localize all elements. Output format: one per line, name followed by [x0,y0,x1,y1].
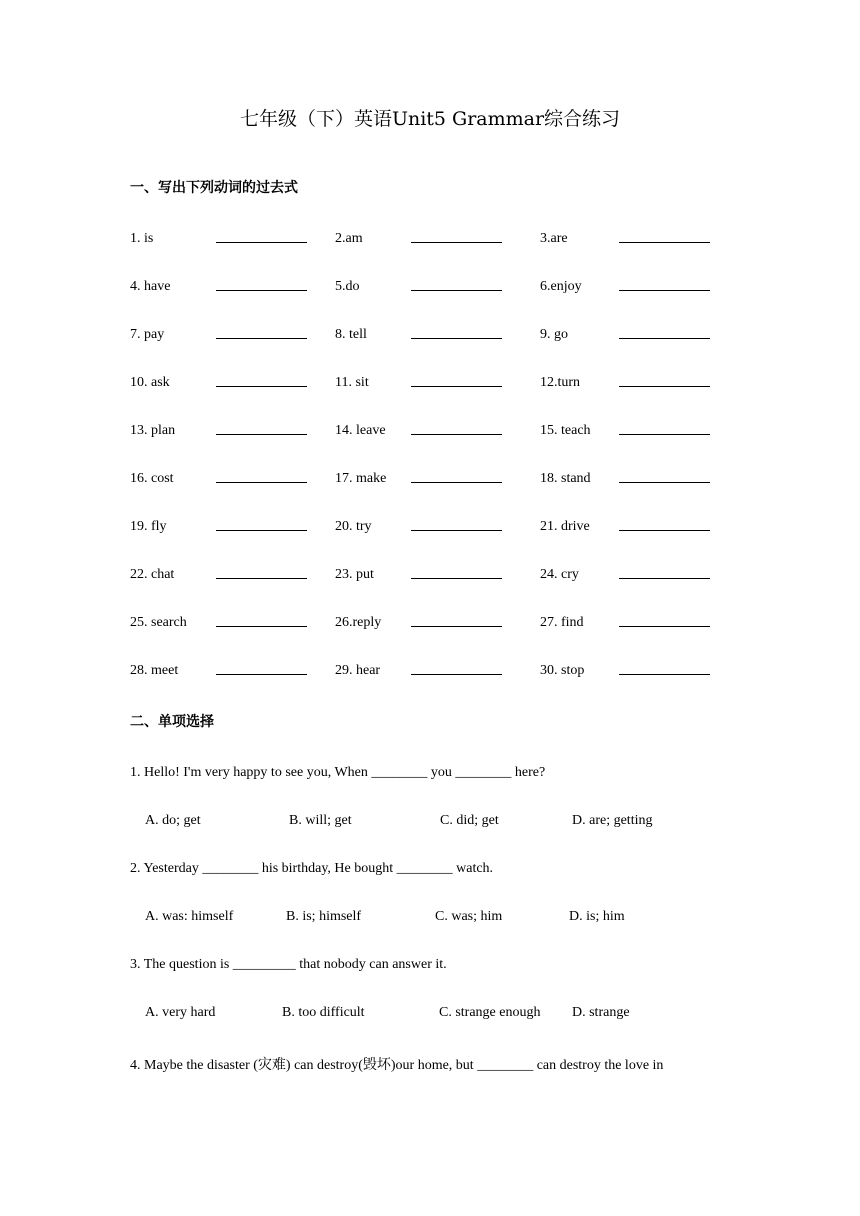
verb-label: 26.reply [335,615,382,630]
answer-blank[interactable] [216,530,307,531]
verb-label: 13. plan [130,423,176,438]
verb-label: 14. leave [335,423,386,438]
answer-option[interactable]: C. strange enough [439,1005,541,1020]
verb-label: 16. cost [130,471,174,486]
answer-blank[interactable] [216,434,307,435]
section-1-heading: 一、写出下列动词的过去式 [130,180,298,196]
verb-label: 23. put [335,567,374,582]
answer-blank[interactable] [619,290,710,291]
verb-label: 4. have [130,279,171,294]
answer-blank[interactable] [411,482,502,483]
answer-blank[interactable] [619,674,710,675]
verb-row [0,567,860,587]
verb-label: 18. stand [540,471,591,486]
answer-blank[interactable] [619,530,710,531]
answer-blank[interactable] [216,290,307,291]
verb-row [0,519,860,539]
answer-blank[interactable] [411,578,502,579]
verb-label: 11. sit [335,375,369,390]
verb-row [0,327,860,347]
verb-label: 9. go [540,327,568,342]
verb-label: 29. hear [335,663,381,678]
answer-blank[interactable] [411,626,502,627]
verb-label: 1. is [130,231,154,246]
verb-label: 27. find [540,615,584,630]
answer-blank[interactable] [619,386,710,387]
verb-label: 12.turn [540,375,581,390]
verb-row [0,471,860,491]
verb-label: 20. try [335,519,372,534]
answer-option[interactable]: B. will; get [289,813,352,828]
verb-row [0,615,860,635]
answer-option[interactable]: A. was: himself [145,909,234,924]
page-title: 七年级（下）英语Unit5 Grammar综合练习 [239,108,621,130]
question-text: 4. Maybe the disaster (灾难) can destroy(毁坏)our home, but ________ can destroy the love in [130,1058,664,1073]
verb-row [0,375,860,395]
answer-option[interactable]: B. too difficult [282,1005,365,1020]
answer-option[interactable]: D. are; getting [572,813,653,828]
verb-label: 21. drive [540,519,590,534]
answer-blank[interactable] [619,242,710,243]
answer-blank[interactable] [411,338,502,339]
answer-blank[interactable] [216,482,307,483]
answer-blank[interactable] [411,242,502,243]
answer-blank[interactable] [216,338,307,339]
question-text: 3. The question is _________ that nobody can answer it. [130,957,447,972]
verb-label: 5.do [335,279,360,294]
verb-label: 10. ask [130,375,170,390]
verb-row [0,663,860,683]
question-text: 1. Hello! I'm very happy to see you, When ________ you ________ here? [130,765,546,780]
answer-blank[interactable] [619,578,710,579]
answer-option[interactable]: D. strange [572,1005,630,1020]
answer-blank[interactable] [216,578,307,579]
verb-row [0,279,860,299]
section-2-heading: 二、单项选择 [130,714,214,730]
answer-option[interactable]: A. do; get [145,813,201,828]
verb-label: 3.are [540,231,568,246]
verb-row [0,231,860,251]
verb-label: 15. teach [540,423,591,438]
verb-label: 2.am [335,231,363,246]
answer-blank[interactable] [619,626,710,627]
verb-label: 28. meet [130,663,179,678]
answer-blank[interactable] [619,482,710,483]
answer-option[interactable]: B. is; himself [286,909,362,924]
answer-option[interactable]: C. was; him [435,909,503,924]
verb-label: 7. pay [130,327,165,342]
answer-blank[interactable] [411,674,502,675]
verb-label: 25. search [130,615,187,630]
answer-blank[interactable] [216,674,307,675]
answer-blank[interactable] [411,434,502,435]
answer-blank[interactable] [216,242,307,243]
answer-blank[interactable] [411,290,502,291]
verb-label: 30. stop [540,663,585,678]
answer-option[interactable]: C. did; get [440,813,499,828]
answer-option[interactable]: A. very hard [145,1005,216,1020]
verb-label: 24. cry [540,567,579,582]
answer-blank[interactable] [216,386,307,387]
answer-blank[interactable] [411,386,502,387]
verb-label: 19. fly [130,519,167,534]
answer-blank[interactable] [411,530,502,531]
verb-label: 8. tell [335,327,367,342]
answer-blank[interactable] [619,338,710,339]
verb-row [0,423,860,443]
answer-option[interactable]: D. is; him [569,909,625,924]
answer-blank[interactable] [216,626,307,627]
question-text: 2. Yesterday ________ his birthday, He bought ________ watch. [130,861,494,876]
verb-label: 6.enjoy [540,279,582,294]
verb-label: 22. chat [130,567,175,582]
verb-label: 17. make [335,471,387,486]
answer-blank[interactable] [619,434,710,435]
